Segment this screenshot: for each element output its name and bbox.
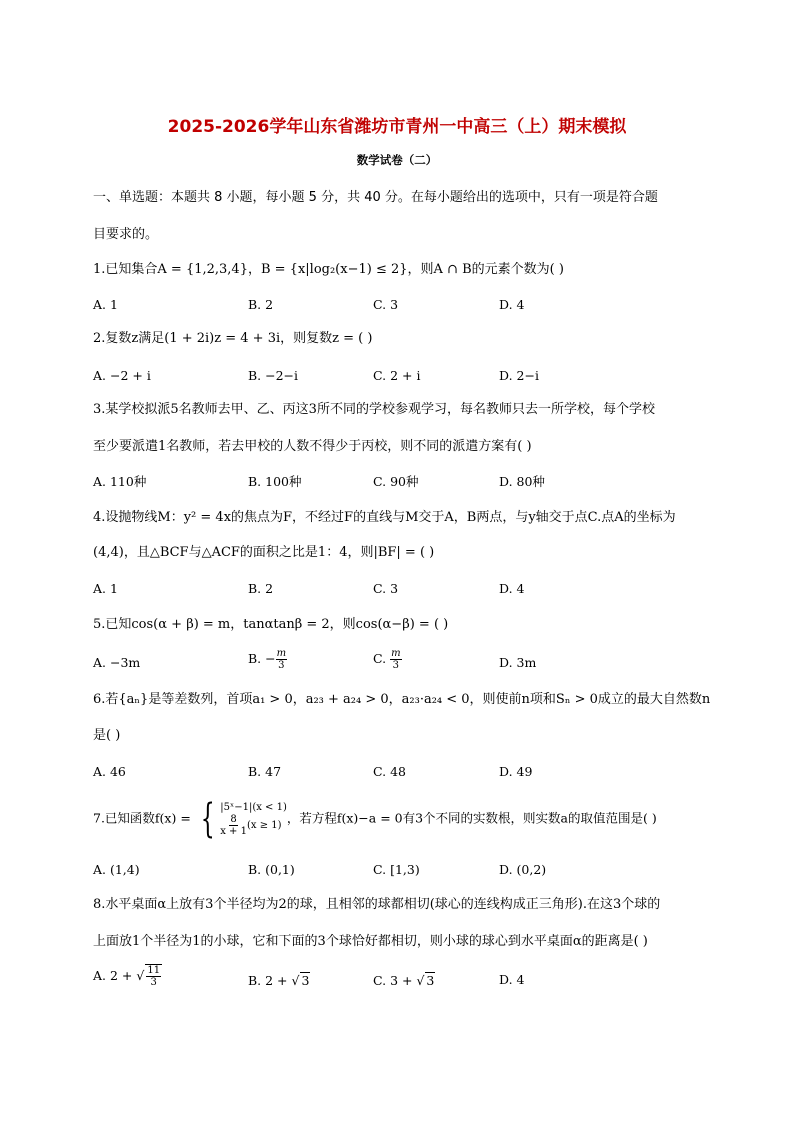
question-5-option-c-denominator: 3 [392, 660, 399, 671]
question-7-suffix: ，若方程f(x)−a = 0有3个不同的实数根，则实数a的取值范围是( ) [286, 810, 657, 826]
sqrt-sign: √ [291, 973, 300, 988]
question-5-option-b-prefix: B. − [248, 651, 276, 666]
question-3-option-b: B. 100种 [248, 474, 302, 489]
question-5-option-b-numerator: m [276, 648, 287, 659]
question-3-option-a: A. 110种 [93, 474, 147, 489]
question-6-line2: 是( ) [93, 728, 121, 743]
question-5-option-b-denominator: 3 [278, 660, 285, 671]
question-8-option-a-numerator: 11 [147, 965, 161, 976]
question-1-option-b: B. 2 [248, 297, 274, 312]
question-6-option-a: A. 46 [93, 764, 126, 779]
question-1-option-a: A. 1 [93, 297, 118, 312]
sqrt-sign: √ [136, 968, 145, 983]
question-7-option-b: B. (0,1) [248, 862, 295, 877]
question-8-line2: 上面放1个半径为1的小球，它和下面的3个球恰好都相切，则小球的球心到水平桌面α的距离是( ) [93, 934, 648, 949]
question-8-option-a-radicand [145, 964, 162, 988]
question-3-option-c: C. 90种 [373, 474, 419, 489]
question-7-option-a: A. (1,4) [93, 862, 140, 877]
question-5-option-c-fraction [390, 648, 401, 671]
question-2-text: 2.复数z满足(1 + 2i)z = 4 + 3i，则复数z = ( ) [93, 331, 373, 346]
question-8-option-a-prefix: A. 2 + [93, 968, 137, 983]
sqrt-sign: √ [416, 973, 425, 988]
question-4-option-a: A. 1 [93, 581, 118, 596]
piecewise-case-2 [220, 814, 287, 837]
question-7-prefix: 7.已知函数f(x) = [93, 810, 195, 826]
question-2-option-c: C. 2 + i [373, 368, 421, 383]
question-4-option-c: C. 3 [373, 581, 399, 596]
question-6-option-b: B. 47 [248, 764, 282, 779]
piecewise-case-1: |5ˣ−1|(x < 1) [220, 801, 287, 813]
question-7-option-c: C. [1,3) [373, 862, 420, 877]
question-2-option-b: B. −2−i [248, 368, 299, 383]
piecewise-brace: { [200, 796, 215, 842]
question-8-option-a [93, 964, 162, 988]
question-1-option-d: D. 4 [499, 297, 525, 312]
question-3-line2: 至少要派遣1名教师，若去甲校的人数不得少于丙校，则不同的派遣方案有( ) [93, 439, 532, 454]
section-instructions-line1: 一、单选题：本题共 8 小题，每小题 5 分，共 40 分。在每小题给出的选项中，只有一项是符合题 [93, 190, 658, 205]
question-5-option-d: D. 3m [499, 655, 537, 670]
piecewise-case-2-numerator: 8 [230, 813, 237, 825]
question-1-text: 1.已知集合A = {1,2,3,4}，B = {x|log₂(x−1) ≤ 2}，则A ∩ B的元素个数为( ) [93, 262, 564, 277]
piecewise-case-2-condition: (x ≥ 1) [246, 819, 282, 831]
question-6-line1: 6.若{aₙ}是等差数列，首项a₁ > 0，a₂₃ + a₂₄ > 0，a₂₃·a₂₄ < 0，则使前n项和Sₙ > 0成立的最大自然数n [93, 692, 711, 707]
question-7-option-d: D. (0,2) [499, 862, 547, 877]
question-3-line1: 3.某学校拟派5名教师去甲、乙、丙这3所不同的学校参观学习，每名教师只去一所学校，每个学校 [93, 402, 655, 417]
question-5-option-b [248, 648, 287, 671]
question-8-option-c-radicand: 3 [426, 973, 435, 988]
question-5-option-b-fraction [276, 648, 287, 671]
piecewise-case-2-denominator: x + 1 [220, 825, 247, 837]
question-8-option-b-radicand: 3 [301, 973, 310, 988]
question-8-option-b-prefix: B. 2 + [248, 973, 292, 988]
question-5-option-a: A. −3m [93, 655, 141, 670]
question-5-option-c-prefix: C. [373, 651, 391, 666]
question-8-option-a-denominator: 3 [150, 977, 157, 988]
question-3-option-d: D. 80种 [499, 474, 545, 489]
question-8-line1: 8.水平桌面α上放有3个半径均为2的球，且相邻的球都相切(球心的连线构成正三角形).在这3个球的 [93, 897, 661, 912]
piecewise-case-2-fraction [220, 814, 247, 837]
piecewise-cases [220, 802, 287, 837]
question-6-option-c: C. 48 [373, 764, 406, 779]
question-4-option-d: D. 4 [499, 581, 525, 596]
question-2-option-d: D. 2−i [499, 368, 539, 383]
question-8-option-b [248, 972, 310, 989]
question-4-option-b: B. 2 [248, 581, 274, 596]
question-5-text: 5.已知cos(α + β) = m，tanαtanβ = 2，则cos(α−β) = ( ) [93, 617, 449, 632]
question-8-option-c [373, 972, 435, 989]
exam-title: 2025-2026学年山东省潍坊市青州一中高三（上）期末模拟 [167, 117, 627, 137]
question-8-option-a-fraction [146, 965, 161, 988]
question-8-option-c-prefix: C. 3 + [373, 973, 417, 988]
section-instructions-line2: 目要求的。 [93, 227, 159, 242]
question-6-option-d: D. 49 [499, 764, 533, 779]
question-4-line1: 4.设抛物线M：y² = 4x的焦点为F，不经过F的直线与M交于A，B两点，与y轴交于点C.点A的坐标为 [93, 510, 676, 525]
question-5-option-c [373, 648, 402, 671]
question-2-option-a: A. −2 + i [93, 368, 151, 383]
exam-subtitle: 数学试卷（二） [356, 153, 438, 167]
question-8-option-d: D. 4 [499, 972, 525, 987]
question-7-text [93, 796, 657, 842]
question-5-option-c-numerator: m [391, 648, 401, 659]
question-1-option-c: C. 3 [373, 297, 399, 312]
question-4-line2: (4,4)，且△BCF与△ACF的面积之比是1：4，则|BF| = ( ) [93, 545, 435, 560]
